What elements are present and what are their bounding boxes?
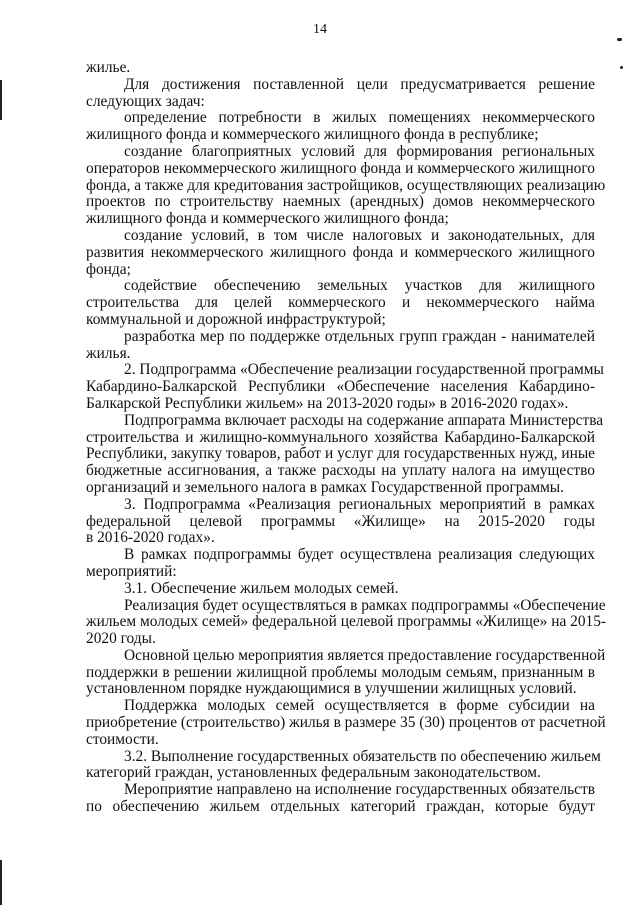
text-line: жилищного фонда и коммерческого жилищного фонда в республике;: [86, 126, 539, 144]
page-number: 14: [313, 22, 327, 37]
text-line: следующих задач:: [86, 92, 205, 110]
text-line: федеральной целевой программы «Жилище» на 2015-2020 годы: [86, 512, 595, 530]
text-line: жильем молодых семей» федеральной целевой программы «Жилище» на 2015-: [86, 613, 607, 631]
text-line: организаций и земельного налога в рамках Государственной программы.: [86, 478, 564, 496]
text-line: Поддержка молодых семей осуществляется в форме субсидии на: [124, 697, 595, 715]
text-line: проектов по строительству наемных (арендных) домов некоммерческого: [86, 193, 595, 211]
scan-speck: [617, 38, 622, 41]
scan-margin-mark: [0, 860, 2, 905]
text-line: стоимости.: [86, 730, 159, 748]
text-line: строительства для целей коммерческого и некоммерческого найма: [86, 294, 595, 312]
text-line: строительства и жилищно-коммунального хозяйства Кабардино-Балкарской: [86, 428, 595, 446]
text-line: коммунальной и дорожной инфраструктурой;: [86, 310, 386, 328]
scan-margin-mark: [0, 80, 2, 120]
text-line: по обеспечению жильем отдельных категорий граждан, которые будут: [86, 798, 595, 816]
text-line: фонда;: [86, 260, 131, 278]
text-line: содействие обеспечению земельных участков для жилищного: [124, 277, 595, 295]
text-line: Подпрограмма включает расходы на содержание аппарата Министерства: [124, 411, 604, 429]
document-body: [86, 59, 607, 816]
text-line: жилье.: [86, 59, 131, 76]
text-line: развития некоммерческого жилищного фонда и коммерческого жилищного: [86, 243, 595, 261]
text-line: 2020 годы.: [86, 630, 156, 648]
text-line: в 2016-2020 годах».: [86, 529, 215, 547]
text-line: 2. Подпрограмма «Обеспечение реализации государственной программы: [124, 361, 604, 379]
text-line: 3.2. Выполнение государственных обязательств по обеспечению жильем: [124, 747, 601, 765]
text-line: Мероприятие направлено на исполнение государственных обязательств: [124, 781, 595, 799]
text-line: 3. Подпрограмма «Реализация региональных мероприятий в рамках: [124, 495, 595, 513]
text-line: Для достижения поставленной цели предусматривается решение: [124, 75, 595, 93]
text-line: Кабардино-Балкарской Республики «Обеспечение населения Кабардино-: [86, 378, 595, 396]
scan-speck: [620, 66, 623, 69]
text-line: разработка мер по поддержке отдельных групп граждан - нанимателей: [124, 327, 595, 345]
text-line: Основной целью мероприятия является предоставление государственной: [124, 646, 606, 664]
text-line: фонда, а также для кредитования застройщиков, осуществляющих реализацию: [86, 176, 606, 194]
text-line: жилья.: [86, 344, 131, 362]
text-line: создание условий, в том числе налоговых и законодательных, для: [124, 226, 595, 244]
text-line: Реализация будет осуществляться в рамках подпрограммы «Обеспечение: [124, 596, 606, 614]
text-line: категорий граждан, установленных федеральным законодательством.: [86, 764, 541, 782]
text-line: создание благоприятных условий для формирования региональных: [124, 142, 595, 160]
text-line: определение потребности в жилых помещениях некоммерческого: [124, 109, 595, 127]
text-line: операторов некоммерческого жилищного фонда и коммерческого жилищного: [86, 159, 595, 177]
text-line: жилищного фонда и коммерческого жилищного фонда;: [86, 210, 449, 228]
text-line: Республики, закупку товаров, работ и услуг для государственных нужд, иные: [86, 445, 595, 463]
text-line: мероприятий:: [86, 562, 177, 580]
text-line: поддержки в решении жилищной проблемы молодым семьям, признанным в: [86, 663, 595, 681]
text-line: бюджетные ассигнования, а также расходы на уплату налога на имущество: [86, 462, 595, 480]
text-line: 3.1. Обеспечение жильем молодых семей.: [124, 579, 399, 597]
text-line: приобретение (строительство) жилья в размере 35 (30) процентов от расчетной: [86, 714, 606, 732]
text-line: установленном порядке нуждающимися в улучшении жилищных условий.: [86, 680, 577, 698]
text-line: Балкарской Республики жильем» на 2013-2020 годы» в 2016-2020 годах».: [86, 394, 569, 412]
text-line: В рамках подпрограммы будет осуществлена реализация следующих: [124, 546, 595, 564]
